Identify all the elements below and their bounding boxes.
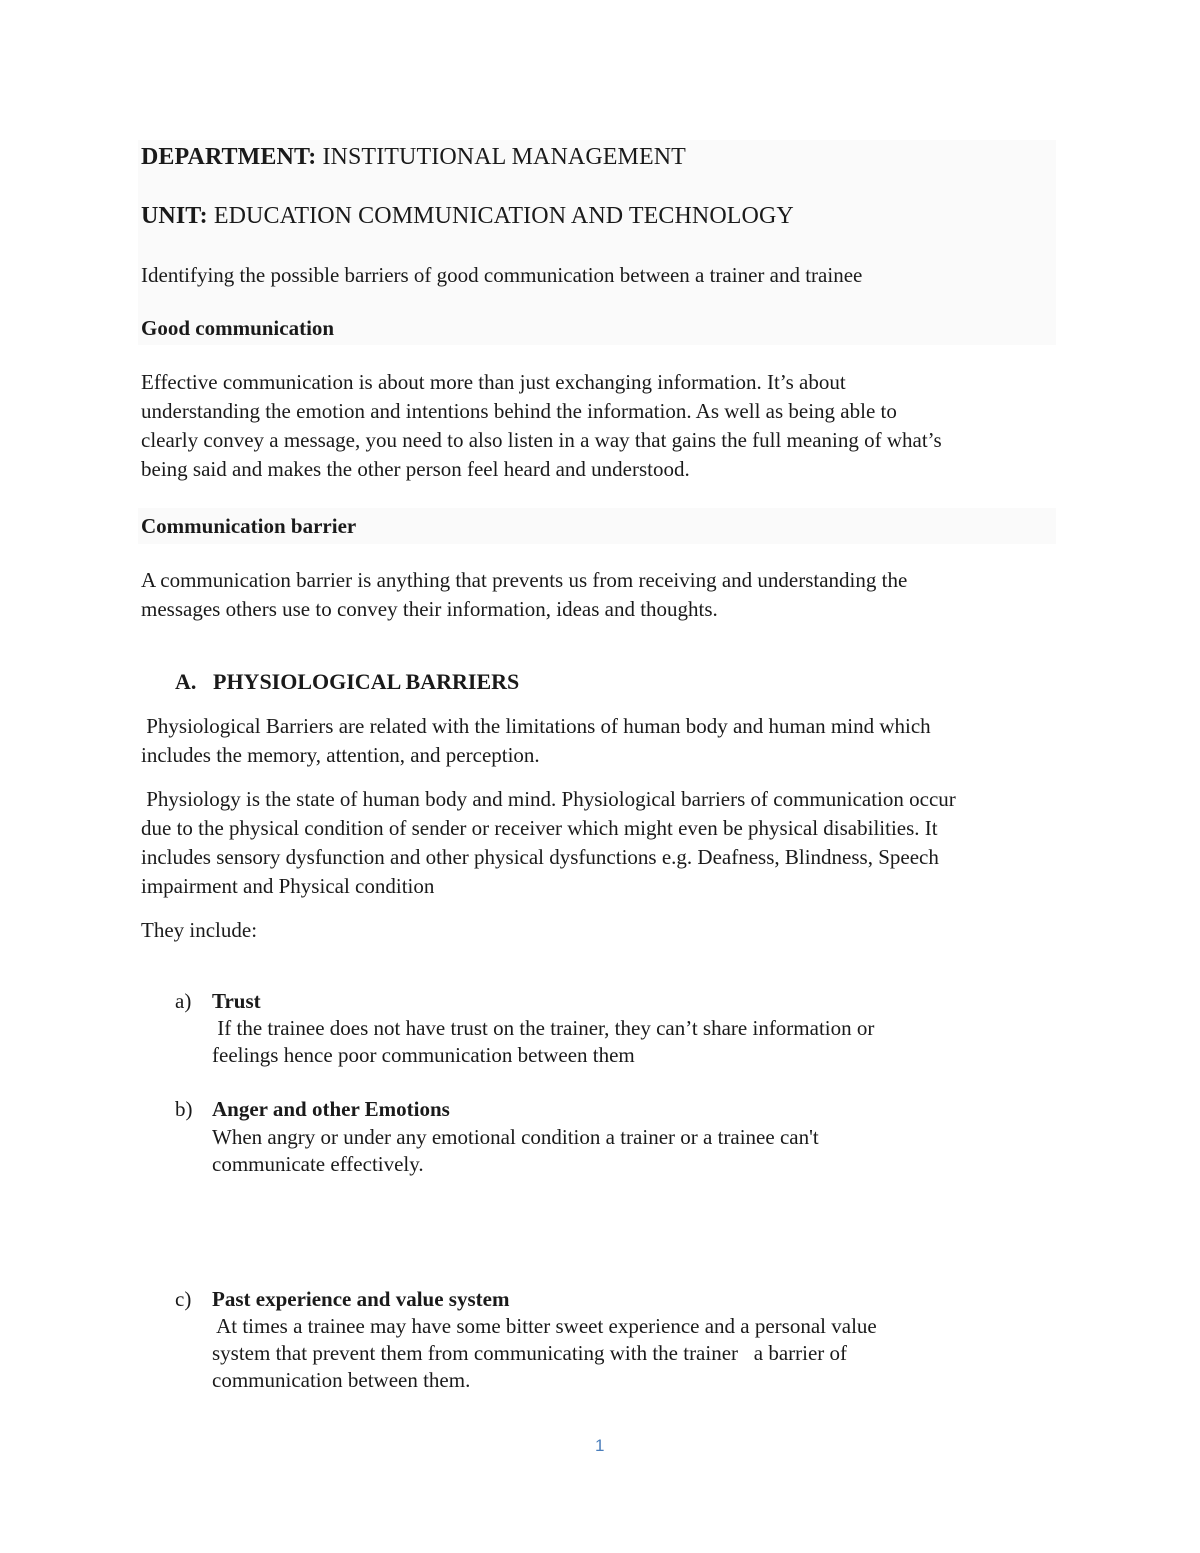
good-communication-line: being said and makes the other person feel heard and understood. [141, 457, 690, 481]
list-item-line: feelings hence poor communication between them [212, 1043, 635, 1067]
department-line [141, 144, 686, 171]
they-include-label: They include: [141, 918, 258, 942]
intro-text: Identifying the possible barriers of good communication between a trainer and trainee [141, 263, 863, 287]
list-item-line: If the trainee does not have trust on the trainer, they can’t share information or [212, 1016, 875, 1040]
list-item-line: communicate effectively. [212, 1152, 424, 1176]
physiological-para2-line: due to the physical condition of sender or receiver which might even be physical disabilities. It [141, 816, 938, 840]
physiological-para1-line: includes the memory, attention, and perception. [141, 743, 540, 767]
good-communication-line: Effective communication is about more than just exchanging information. It’s about [141, 370, 846, 394]
communication-barrier-heading: Communication barrier [141, 514, 357, 538]
good-communication-line: clearly convey a message, you need to also listen in a way that gains the full meaning of what’s [141, 428, 942, 452]
list-item-line: At times a trainee may have some bitter sweet experience and a personal value [212, 1314, 877, 1338]
good-communication-heading: Good communication [141, 316, 335, 340]
physiological-para2-line: impairment and Physical condition [141, 874, 435, 898]
section-a-marker: A. [175, 669, 197, 694]
list-item-title: Past experience and value system [212, 1287, 510, 1311]
list-item-marker: a) [175, 989, 192, 1013]
physiological-para2-line: Physiology is the state of human body and mind. Physiological barriers of communication occur [141, 787, 956, 811]
list-item-line: system that prevent them from communicating with the trainer a barrier of [212, 1341, 848, 1365]
list-item-title: Anger and other Emotions [212, 1097, 450, 1121]
list-item-marker: b) [175, 1097, 193, 1121]
department-value: INSTITUTIONAL MANAGEMENT [316, 144, 686, 170]
unit-value: EDUCATION COMMUNICATION AND TECHNOLOGY [207, 203, 794, 229]
list-item-line: When angry or under any emotional condition a trainer or a trainee can't [212, 1125, 819, 1149]
page-number: 1 [595, 1436, 605, 1455]
physiological-para2-line: includes sensory dysfunction and other physical dysfunctions e.g. Deafness, Blindness, Speech [141, 845, 939, 869]
list-item-line: communication between them. [212, 1368, 471, 1392]
unit-label: UNIT: [141, 203, 208, 229]
list-item-marker: c) [175, 1287, 192, 1311]
good-communication-line: understanding the emotion and intentions behind the information. As well as being able to [141, 399, 897, 423]
communication-barrier-line: messages others use to convey their information, ideas and thoughts. [141, 597, 718, 621]
list-item-title: Trust [212, 989, 261, 1013]
unit-line [141, 203, 794, 230]
communication-barrier-line: A communication barrier is anything that prevents us from receiving and understanding the [141, 568, 908, 592]
department-label: DEPARTMENT: [141, 144, 317, 170]
physiological-para1-line: Physiological Barriers are related with the limitations of human body and human mind which [141, 714, 931, 738]
section-a-heading: PHYSIOLOGICAL BARRIERS [213, 669, 520, 694]
